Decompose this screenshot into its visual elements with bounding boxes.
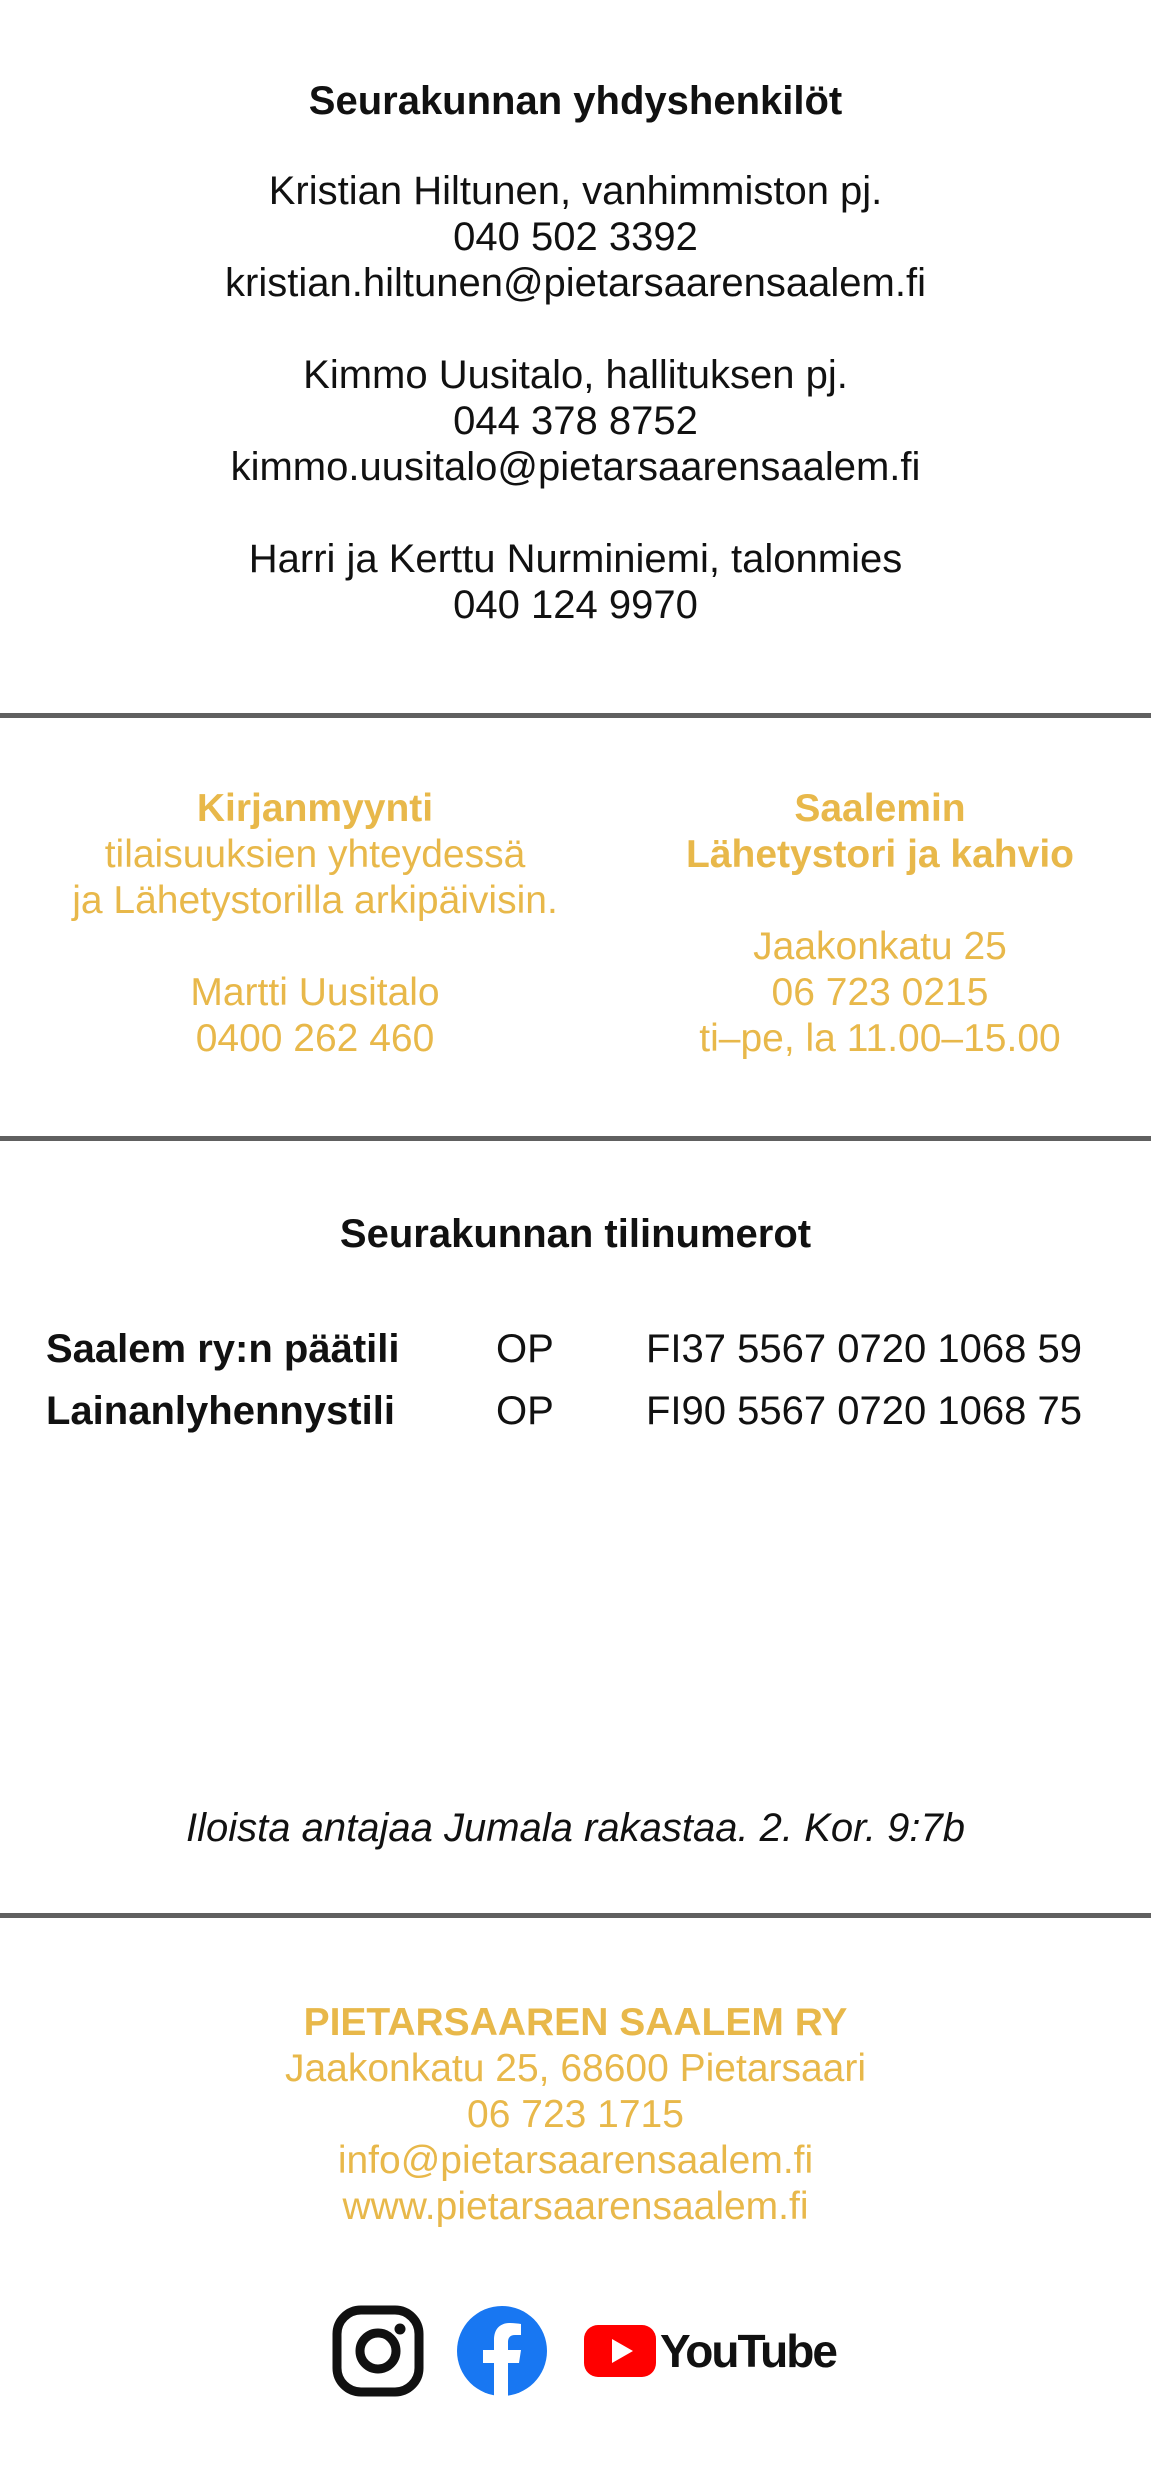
organization-email[interactable]: info@pietarsaarensaalem.fi: [337, 2139, 814, 2182]
contact-name: Kimmo Uusitalo, hallituksen pj.: [303, 353, 848, 397]
organization-phone: 06 723 1715: [467, 2093, 684, 2136]
cafe-address: Jaakonkatu 25: [753, 925, 1007, 968]
contact-email[interactable]: kristian.hiltunen@pietarsaarensaalem.fi: [225, 261, 926, 305]
contact-name: Harri ja Kerttu Nurminiemi, talonmies: [248, 537, 903, 581]
youtube-icon[interactable]: [584, 2325, 656, 2377]
contact-email[interactable]: kimmo.uusitalo@pietarsaarensaalem.fi: [230, 445, 921, 489]
cafe-section: [630, 786, 1130, 1062]
organization-website[interactable]: www.pietarsaarensaalem.fi: [342, 2185, 809, 2228]
bookstore-line: tilaisuuksien yhteydessä: [104, 833, 526, 876]
organization-section: [0, 2000, 1151, 2230]
cafe-hours: ti–pe, la 11.00–15.00: [699, 1017, 1061, 1060]
accounts-title: Seurakunnan tilinumerot: [339, 1212, 812, 1256]
account-bank: OP: [496, 1388, 554, 1433]
divider: [0, 1136, 1151, 1141]
contact-phone: 040 502 3392: [453, 215, 698, 259]
instagram-icon[interactable]: [332, 2305, 424, 2397]
account-iban: FI90 5567 0720 1068 75: [646, 1388, 1082, 1433]
accounts-table: [46, 1318, 1082, 1442]
organization-name: PIETARSAAREN SAALEM RY: [303, 2001, 848, 2044]
bookstore-person: Martti Uusitalo: [190, 971, 440, 1014]
cafe-title: Lähetystori ja kahvio: [686, 833, 1074, 876]
contact-person: [0, 168, 1151, 306]
bible-verse: Iloista antajaa Jumala rakastaa. 2. Kor. 9:7b: [186, 1806, 965, 1850]
youtube-label[interactable]: YouTube: [660, 2325, 836, 2377]
organization-address: Jaakonkatu 25, 68600 Pietarsaari: [284, 2047, 867, 2090]
social-links: [332, 2305, 836, 2397]
divider: [0, 713, 1151, 718]
cafe-phone: 06 723 0215: [771, 971, 989, 1014]
account-iban: FI37 5567 0720 1068 59: [646, 1326, 1082, 1371]
contacts-section: [0, 78, 1151, 674]
bookstore-phone: 0400 262 460: [195, 1017, 435, 1060]
contact-phone: 044 378 8752: [453, 399, 698, 443]
account-name: Saalem ry:n päätili: [46, 1326, 400, 1371]
account-bank: OP: [496, 1326, 554, 1371]
cafe-title: Saalemin: [794, 787, 966, 830]
facebook-icon[interactable]: [456, 2305, 548, 2397]
divider: [0, 1913, 1151, 1918]
table-row: [46, 1380, 1082, 1442]
bookstore-title: Kirjanmyynti: [196, 787, 434, 830]
contact-name: Kristian Hiltunen, vanhimmiston pj.: [268, 169, 883, 213]
table-row: [46, 1318, 1082, 1380]
account-name: Lainanlyhennystili: [46, 1388, 395, 1433]
contacts-heading: Seurakunnan yhdyshenkilöt: [308, 79, 843, 123]
contact-person: [0, 352, 1151, 490]
contact-phone: 040 124 9970: [453, 583, 698, 627]
bookstore-line: ja Lähetystorilla arkipäivisin.: [72, 879, 558, 922]
bookstore-section: [0, 786, 630, 1062]
contact-person: [0, 536, 1151, 628]
